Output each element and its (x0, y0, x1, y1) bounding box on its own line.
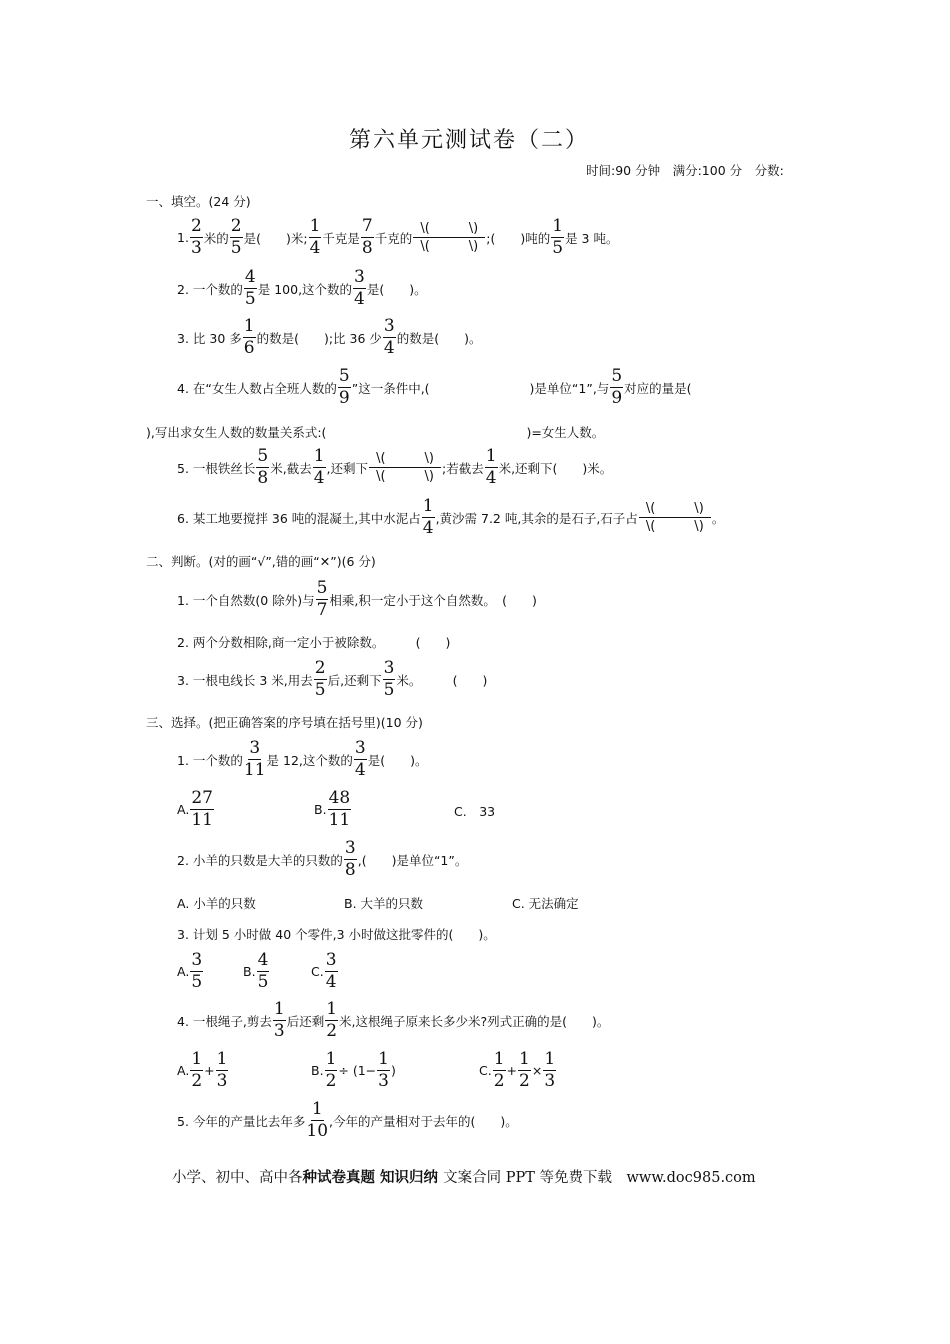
s3-q1-option-c[interactable]: C. 33 (454, 804, 496, 819)
s3-q4-option-c[interactable] (479, 1051, 557, 1090)
text: 4. 一根绳子,剪去 (177, 1013, 272, 1029)
s3-q2-option-a[interactable]: A. 小羊的只数 (177, 896, 256, 911)
text: 3. 比 30 多 (177, 330, 242, 346)
q-number: 1. (177, 230, 189, 245)
text: B. (243, 964, 256, 979)
fraction: $\frac{1}{3}$ (378, 1049, 389, 1091)
text: C. (479, 1063, 492, 1078)
section-2-heading: 二、判断。(对的画“√”,错的画“✕”)(6 分) (146, 554, 376, 569)
fraction: 48 11 (328, 788, 351, 830)
text: 是( )。 (367, 752, 428, 768)
text: 米。 ( ) (396, 672, 488, 688)
text: ,黄沙需 7.2 吨,其余的是石子,石子占 (435, 510, 638, 526)
s3-q4-option-b[interactable] (311, 1051, 396, 1090)
s3-q2 (177, 840, 467, 879)
text: ”这一条件中,( )是单位“1”,与 (351, 380, 610, 396)
section-1-heading: 一、填空。(24 分) (146, 194, 251, 209)
blank-fraction[interactable]: \( \) \( \) (639, 502, 711, 533)
text: 3. 一根电线长 3 米,用去 (177, 672, 313, 688)
s3-q2-option-c[interactable]: C. 无法确定 (512, 896, 579, 911)
fraction: 1 4 (313, 446, 325, 488)
text: 2. 一个数的 (177, 281, 243, 297)
fraction: $\frac{1}{2}$ (325, 1049, 337, 1091)
plus-sign: + (506, 1063, 518, 1078)
blank-fraction[interactable]: \( \) \( \) (369, 452, 441, 483)
text: 的数是( )。 (396, 330, 482, 346)
times-sign: × (531, 1063, 543, 1078)
text: ;( )吨的 (486, 230, 551, 246)
s1-q4-cont: ),写出求女生人数的数量关系式:( )=女生人数。 (146, 425, 605, 440)
s1-q3 (177, 318, 482, 357)
fraction: 3 5 (383, 658, 395, 700)
text: 是( )。 (366, 281, 427, 297)
text: ) (390, 1063, 396, 1078)
s3-q1 (177, 740, 428, 779)
text: ÷ (1− (338, 1063, 377, 1078)
text: 4. 在“女生人数占全班人数的 (177, 380, 337, 396)
fraction: 3 4 (325, 950, 337, 992)
text: 米,还剩下( )米。 (498, 460, 613, 476)
s3-q4 (177, 1001, 609, 1040)
s2-q3 (177, 660, 487, 699)
text: 是 12,这个数的 (266, 752, 353, 768)
fraction: 3 5 (191, 950, 203, 992)
text: 是( )米; (243, 230, 308, 246)
text: 1. 一个自然数(0 除外)与 (177, 592, 315, 608)
text: A. (177, 1063, 190, 1078)
fraction: 7 8 (361, 216, 373, 258)
text: B. (311, 1063, 324, 1078)
fraction: 3 4 (383, 316, 395, 358)
fraction: 5 8 (257, 446, 269, 488)
s1-q6 (177, 498, 724, 537)
text: 6. 某工地要搅拌 36 吨的混凝土,其中水泥占 (177, 510, 421, 526)
s3-q3-option-b[interactable] (243, 952, 270, 991)
fraction: 2 5 (314, 658, 326, 700)
text: 相乘,积一定小于这个自然数。 ( ) (329, 592, 537, 608)
text: ,今年的产量相对于去年的( )。 (329, 1113, 518, 1129)
fraction: 2 3 (190, 216, 202, 258)
text: 米的 (203, 230, 229, 246)
fraction: $\frac{1}{3}$ (216, 1049, 228, 1091)
page-title: 第六单元测试卷（二） (349, 128, 590, 153)
text: A. (177, 802, 190, 817)
fraction: 1 4 (422, 496, 434, 538)
fraction: 1 4 (485, 446, 497, 488)
footer-text: 小学、初中、高中各 (172, 1170, 303, 1186)
s1-q4 (177, 368, 692, 407)
s3-q3: 3. 计划 5 小时做 40 个零件,3 小时做这批零件的( )。 (177, 927, 496, 942)
text: ;若截去 (442, 460, 484, 476)
s3-q4-option-a[interactable] (177, 1051, 229, 1090)
s2-q2: 2. 两个分数相除,商一定小于被除数。 ( ) (177, 635, 451, 650)
text: 是 100,这个数的 (257, 281, 353, 297)
text: 是 3 吨。 (565, 230, 619, 246)
fraction: 3 4 (354, 267, 365, 309)
text: A. (177, 964, 190, 979)
fraction: 1 3 (273, 999, 285, 1041)
s1-q2 (177, 269, 427, 308)
fraction: 3 4 (354, 738, 366, 780)
footer-banner (172, 1166, 756, 1187)
fraction: 4 5 (257, 950, 269, 992)
s3-q5 (177, 1101, 518, 1140)
s2-q1 (177, 580, 537, 619)
text: 千克是 (322, 230, 360, 246)
text: 后,还剩下 (327, 672, 382, 688)
text: 千克的 (374, 230, 413, 246)
s3-q3-option-a[interactable] (177, 952, 204, 991)
text: 2. 小羊的只数是大羊的只数的 (177, 852, 343, 868)
plus-sign: + (204, 1063, 215, 1078)
s3-q3-option-c[interactable] (311, 952, 339, 991)
fraction: 2 5 (230, 216, 242, 258)
footer-text: 文案合同 PPT 等免费下载 www.doc985.com (443, 1170, 756, 1186)
fraction: 1 6 (243, 316, 255, 358)
text: 的数是( );比 36 少 (256, 330, 382, 346)
s3-q2-option-b[interactable]: B. 大羊的只数 (344, 896, 424, 911)
fraction: 1 2 (191, 1049, 203, 1091)
s3-q1-option-b[interactable] (314, 790, 352, 829)
fraction: 1 10 (306, 1099, 329, 1141)
footer-text: 知识归纳 (375, 1169, 444, 1186)
text: ,( )是单位“1”。 (357, 852, 468, 868)
fraction: $\frac{1}{2}$ (519, 1049, 530, 1091)
fraction: 1 2 (493, 1049, 505, 1091)
text: C. (311, 964, 324, 979)
blank-fraction[interactable]: \( \) \( \) (413, 222, 485, 253)
text: 米,截去 (270, 460, 312, 476)
s3-q1-option-a[interactable] (177, 790, 215, 829)
text: 对应的量是( (624, 380, 692, 396)
fraction: 1 5 (552, 216, 564, 258)
text: 1. 一个数的 (177, 752, 243, 768)
footer-text: 种试卷真题 (302, 1169, 375, 1186)
text: 5. 一根铁丝长 (177, 460, 256, 476)
section-3-heading: 三、选择。(把正确答案的序号填在括号里)(10 分) (146, 715, 423, 730)
s1-q5 (177, 448, 612, 487)
text: B. (314, 802, 327, 817)
fraction: 1 2 (326, 999, 338, 1041)
text: 5. 今年的产量比去年多 (177, 1113, 306, 1129)
fraction: 5 9 (611, 366, 623, 408)
fraction: 5 7 (316, 578, 328, 620)
fraction: 27 11 (191, 788, 213, 830)
fraction: $\frac{1}{3}$ (544, 1049, 556, 1091)
text: 后还剩 (286, 1013, 325, 1029)
s1-q1 (177, 218, 618, 257)
fraction: 4 5 (244, 267, 256, 309)
text: 。 (711, 510, 725, 526)
fraction: 3 8 (344, 838, 356, 880)
text: ,还剩下 (326, 460, 369, 476)
exam-meta: 时间:90 分钟 满分:100 分 分数: (586, 163, 784, 178)
text: 米,这根绳子原来长多少米?列式正确的是( )。 (339, 1013, 610, 1029)
fraction: 5 9 (338, 366, 350, 408)
fraction: 3 11 (243, 738, 266, 780)
fraction: 1 4 (309, 216, 321, 258)
